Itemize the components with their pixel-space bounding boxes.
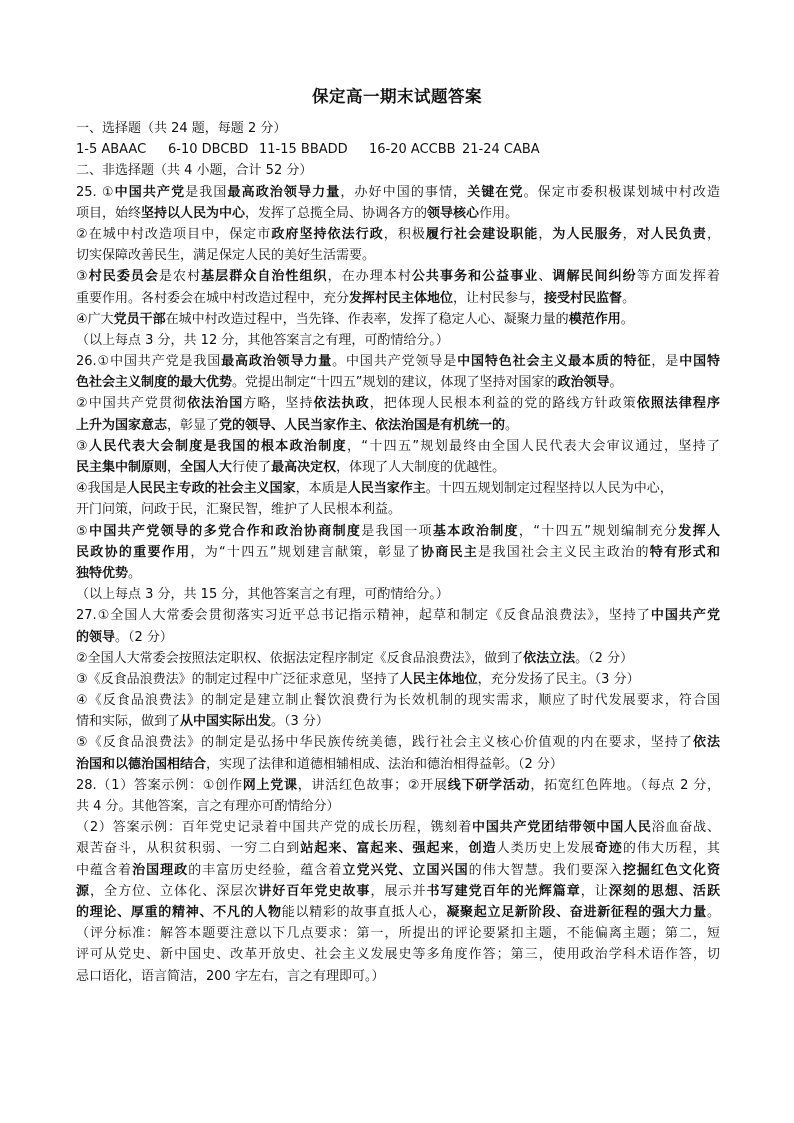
text-run: 开门问策，问政于民，汇聚民智，维护了人民根本利益。 [76,502,402,518]
answer-line [76,436,720,457]
text-run: ，全方位、立体化、深层次 [90,883,259,899]
text-run: 。（2 分） [115,629,173,645]
bold-keyword: 人民主体地位 [399,671,478,687]
choice-answer-group: 21-24 CABA [462,142,540,158]
text-run: ，为“十四五”规划建言献策，彰显了 [190,544,421,560]
bold-keyword: 基层群众自治性组织 [201,269,328,285]
text-run: 是我国 [185,184,228,200]
bold-keyword: 中国共产党 [114,184,186,200]
bold-keyword: 中国特色社会主义最本质的特征 [457,354,652,370]
answer-line [76,224,720,245]
answer-line [76,690,720,711]
answer-line [76,966,720,987]
text-run: ，实现了法律和道德相辅相成、法治和德治相得益彰。（2 分） [206,756,563,772]
text-run: 忌口语化，语言简洁，200 字左右，言之有理即可。） [76,968,385,984]
text-run: ，展示并 [370,883,427,899]
bold-keyword: 线下研学活动 [447,777,531,793]
bold-keyword: 创造 [468,841,497,857]
bold-keyword: 治国和以德治国相结合 [76,756,207,772]
answer-line [76,817,720,838]
answer-line [76,245,720,266]
bold-keyword: 模范作用 [568,311,621,327]
bold-keyword: 特有形式和 [649,544,720,560]
bold-keyword: 为人民服务 [552,226,623,242]
answer-line [76,457,720,478]
choice-answers-row [76,139,720,160]
bold-keyword: 基本政治制度 [432,523,519,539]
page-title: 保定高一期末试题答案 [312,87,482,106]
text-run: ④广大 [76,311,114,327]
bold-keyword: 中国共产党团结带领中国人民 [472,820,652,836]
answer-content [76,118,720,987]
answer-line [76,288,720,309]
bold-keyword: 民政协的重要作用 [76,544,191,560]
text-run: 方略，坚持 [243,396,314,412]
answer-line [76,309,720,330]
text-run: 浴血奋战、 [651,820,720,836]
text-run: 。 [620,311,634,327]
bold-keyword: 民主集中制原则 [76,460,168,475]
text-run: 共 4 分。其他答案，言之有理亦可酌情给分） [76,799,340,814]
text-run: 。（3 分） [271,714,329,730]
bold-keyword: 凝聚起立足新阶段、奋进新征程的强大力量 [446,904,707,920]
bold-keyword: 从中国实际出发 [180,714,272,730]
choice-answer-group: 11-15 BBADD [259,142,348,158]
text-run: 25. ① [76,184,115,200]
answer-line [76,669,720,690]
text-run: ，“十四五”规划编制充分 [518,523,679,539]
bold-keyword: 公共事务和公益事业 [411,269,539,285]
answer-line [76,648,720,669]
text-run: 的丰富历史经验，蕴含着 [188,862,343,878]
text-run: 的伟大智慧。我们要深入 [468,862,623,878]
text-run: 是我国社会主义民主政治的 [478,544,650,560]
bold-keyword: 立党兴党、立国兴国 [342,862,469,878]
answer-line [76,796,720,817]
text-run: 情和实际，做到了 [76,714,181,730]
bold-keyword: 上升为国家意志 [76,417,168,433]
bold-keyword: 依照法律程序 [636,396,720,412]
text-run: 。 [622,290,636,306]
text-run: 。中国共产党领导是 [332,354,458,370]
bold-keyword: 人民代表大会制度是我国的根本政治制度 [88,438,347,454]
text-run: ，“十四五”规划最终由全国人民代表大会审议通过，坚持了 [346,438,720,454]
text-run: ，充分发扬了民主。（3 分） [477,671,640,687]
text-run: ， [538,226,553,242]
choice-answer-group: 16-20 ACCBB [369,142,456,158]
bold-keyword: 站起来、富起来、强起来 [300,841,455,857]
text-run: ，本质是 [295,481,348,497]
text-run: ③ [76,438,89,454]
text-run: ②在城中村改造项目中，保定市 [76,226,272,242]
bold-keyword: 人民民主专政的社会主义国家 [126,481,296,497]
answer-line [76,923,720,944]
text-run: ，让村民参与， [453,290,545,306]
text-run: 。 [609,375,623,391]
text-run: ， [167,460,181,475]
answer-line [76,881,720,902]
text-run: 。保定市委积极谋划城中村改造 [523,184,720,200]
answer-line [76,372,720,393]
answer-line [76,330,720,351]
text-run: 项目，始终 [76,205,142,221]
bold-keyword: 调解民间纠纷 [552,269,637,285]
bold-keyword: 村民委员会 [88,269,159,285]
bold-keyword: 色社会主义制度的最大优势 [76,375,233,391]
text-run: ④《反食品浪费法》的制定是建立制止餐饮浪费行为长效机制的现实需求，顺应了时代发展要求，符合国 [76,693,720,709]
answer-lines [76,182,720,987]
bold-keyword: 讲好百年党史故事 [258,883,371,899]
answer-line [76,415,720,436]
answer-line [76,754,720,775]
bold-keyword: 履行社会建设职能 [425,226,539,242]
text-run: （2）答案示例：百年党史记录着中国共产党的成长历程，镌刻着 [76,820,473,836]
bold-keyword: 党员干部 [113,311,166,327]
answer-line [76,393,720,414]
text-run: 。 [505,417,519,433]
text-run: 行使了 [232,460,272,475]
answer-line [76,584,720,605]
answer-line [76,542,720,563]
bold-keyword: 最高政治领导力量 [221,354,333,370]
text-run: 28.（1）答案示例：①创作 [76,777,243,793]
text-run: 。党提出制定“十四五”规划的建议，体现了坚持对国家的 [232,375,558,391]
text-run: 是我国一项 [361,523,433,539]
bold-keyword: 网上党课 [242,777,298,793]
text-run: ，讲活红色故事；②开展 [297,777,448,793]
answer-line [76,182,720,203]
bold-keyword: 书写建党百年的光辉篇章 [426,883,581,899]
bold-keyword: 党的领导、人民当家作主、依法治国是有机统一的 [219,417,506,433]
text-run: 能以精彩的故事直抵人心， [281,904,447,920]
text-run: 。（2 分） [575,650,634,666]
text-run: 评可从党史、新中国史、改革开放史、社会主义发展史等多角度作答；第三，使用政治学科术语作答，切 [76,947,720,963]
answer-line [76,563,720,584]
bold-keyword: 最高决定权 [271,460,337,475]
text-run: 等方面发挥着 [636,269,720,285]
text-run: ，彰显了 [167,417,220,433]
bold-keyword: 深刻的思想、活跃 [608,883,720,899]
text-run: 作用。 [479,205,519,221]
text-run: ②全国人大常委会按照法定职权、依据法定程序制定《反食品浪费法》，做到了 [76,650,524,666]
text-run: ， [454,841,469,857]
text-run: ③《反食品浪费法》的制定过程中广泛征求意见，坚持了 [76,671,400,687]
text-run: 26.①中国共产党是我国 [76,354,222,370]
bold-keyword: 接受村民监督 [544,290,623,306]
bold-keyword: 人民当家作主 [347,481,426,497]
text-run: 重要作用。各村委会在城中村改造过程中，充分 [76,290,350,306]
bold-keyword: 坚持以人民为中心 [141,205,246,221]
answer-line [76,521,720,542]
text-run: ，把体现人民根本利益的党的路线方针政策 [369,396,637,412]
answer-line [76,203,720,224]
text-run: 人类历史上发展 [496,841,595,857]
answer-line [76,499,720,520]
bold-keyword: 发挥人 [678,523,720,539]
bold-keyword: 的理论、厚重的精神、不凡的人物 [76,904,282,920]
text-run: ， [622,226,637,242]
bold-keyword: 政治领导 [557,375,610,391]
text-run: 切实保障改善民生，满足保定人民的美好生活需要。 [76,248,376,264]
text-run: 。 [128,565,142,581]
text-run: ，体现了人大制度的优越性。 [336,460,506,475]
bold-keyword: 依法执政 [313,396,370,412]
answer-line [76,732,720,753]
text-run: ，拓宽红色阵地。（每点 2 分， [530,777,720,793]
text-run: ④我国是 [76,481,127,497]
text-run: 27.①全国人大常委会贯彻落实习近平总书记指示精神，起草和制定《反食品浪费法》，坚持了 [76,608,651,624]
text-run: 在城中村改造过程中，当先锋、作表率，发挥了稳定人心、凝聚力量的 [165,311,569,327]
bold-keyword: 源 [76,883,91,899]
answer-line [76,266,720,287]
bold-keyword: 协商民主 [420,544,479,560]
answer-line [76,902,720,923]
bold-keyword: 中国特 [679,354,720,370]
text-run: ②中国共产党贯彻 [76,396,188,412]
text-run: ，在办理本村 [327,269,412,285]
text-run: 艰苦奋斗，从积贫积弱、一穷二白到 [76,841,301,857]
answer-line [76,711,720,732]
text-run: 是农村 [158,269,202,285]
bold-keyword: 全国人大 [180,460,233,475]
answer-line [76,605,720,626]
bold-keyword: 中国共产党领导的多党合作和政治协商制度 [88,523,362,539]
bold-keyword: 中国共产党 [650,608,720,624]
text-run: ， [706,226,720,242]
text-run: 中蕴含着 [76,862,133,878]
bold-keyword: 最高政治领导力量 [227,184,341,200]
choice-answer-group: 1-5 ABAAC [76,142,147,158]
text-run: ⑤《反食品浪费法》的制定是弘扬中华民族传统美德，践行社会主义核心价值观的内在要求，坚持了 [76,735,693,751]
bold-keyword: 的领导 [76,629,116,645]
bold-keyword: 领导核心 [427,205,480,221]
answer-line [76,627,720,648]
text-run: ⑤ [76,523,89,539]
answer-line [76,351,720,372]
answer-line [76,944,720,965]
bold-keyword: 依法立法 [523,650,576,666]
text-run: ，让 [580,883,609,899]
section-heading-nonchoice: 二、非选择题（共 4 小题，合计 52 分） [76,163,313,179]
text-run: （评分标准：解答本题要注意以下几点要求：第一，所提出的评论要紧扣主题，不能偏离主题；第二，短 [76,926,720,942]
bold-keyword: 依法治国 [187,396,244,412]
answer-line [76,860,720,881]
bold-keyword: 政府坚持依法行政 [271,226,384,242]
text-run: （以上每点 3 分，共 15 分，其他答案言之有理，可酌情给分。） [76,587,449,603]
bold-keyword: 依法 [692,735,720,751]
text-run: ，积极 [383,226,426,242]
bold-keyword: 挖掘红色文化资 [622,862,720,878]
bold-keyword: 独特优势 [76,565,129,581]
answer-line [76,838,720,859]
text-run: 。 [706,904,720,920]
answer-line [76,478,720,499]
bold-keyword: 奇迹 [594,841,623,857]
text-run: （以上每点 3 分，共 12 分，其他答案言之有理，可酌情给分。） [76,332,449,348]
text-run: 。十四五规划制定过程坚持以人民为中心， [425,481,673,497]
section-heading-choice: 一、选择题（共 24 题，每题 2 分） [76,121,287,136]
text-run: 、 [538,269,553,285]
text-run: ，是 [651,354,680,370]
text-run: ，办好中国的事情， [340,184,468,200]
bold-keyword: 关键在党 [467,184,524,200]
bold-keyword: 对人民负责 [636,226,707,242]
text-run: ③ [76,269,89,285]
text-run: 的伟大历程，其 [622,841,720,857]
answer-line [76,775,720,796]
text-run: ，发挥了总揽全局、协调各方的 [245,205,428,221]
bold-keyword: 发挥村民主体地位 [349,290,454,306]
choice-answer-group: 6-10 DBCBD [168,142,249,158]
bold-keyword: 治国理政 [132,862,189,878]
